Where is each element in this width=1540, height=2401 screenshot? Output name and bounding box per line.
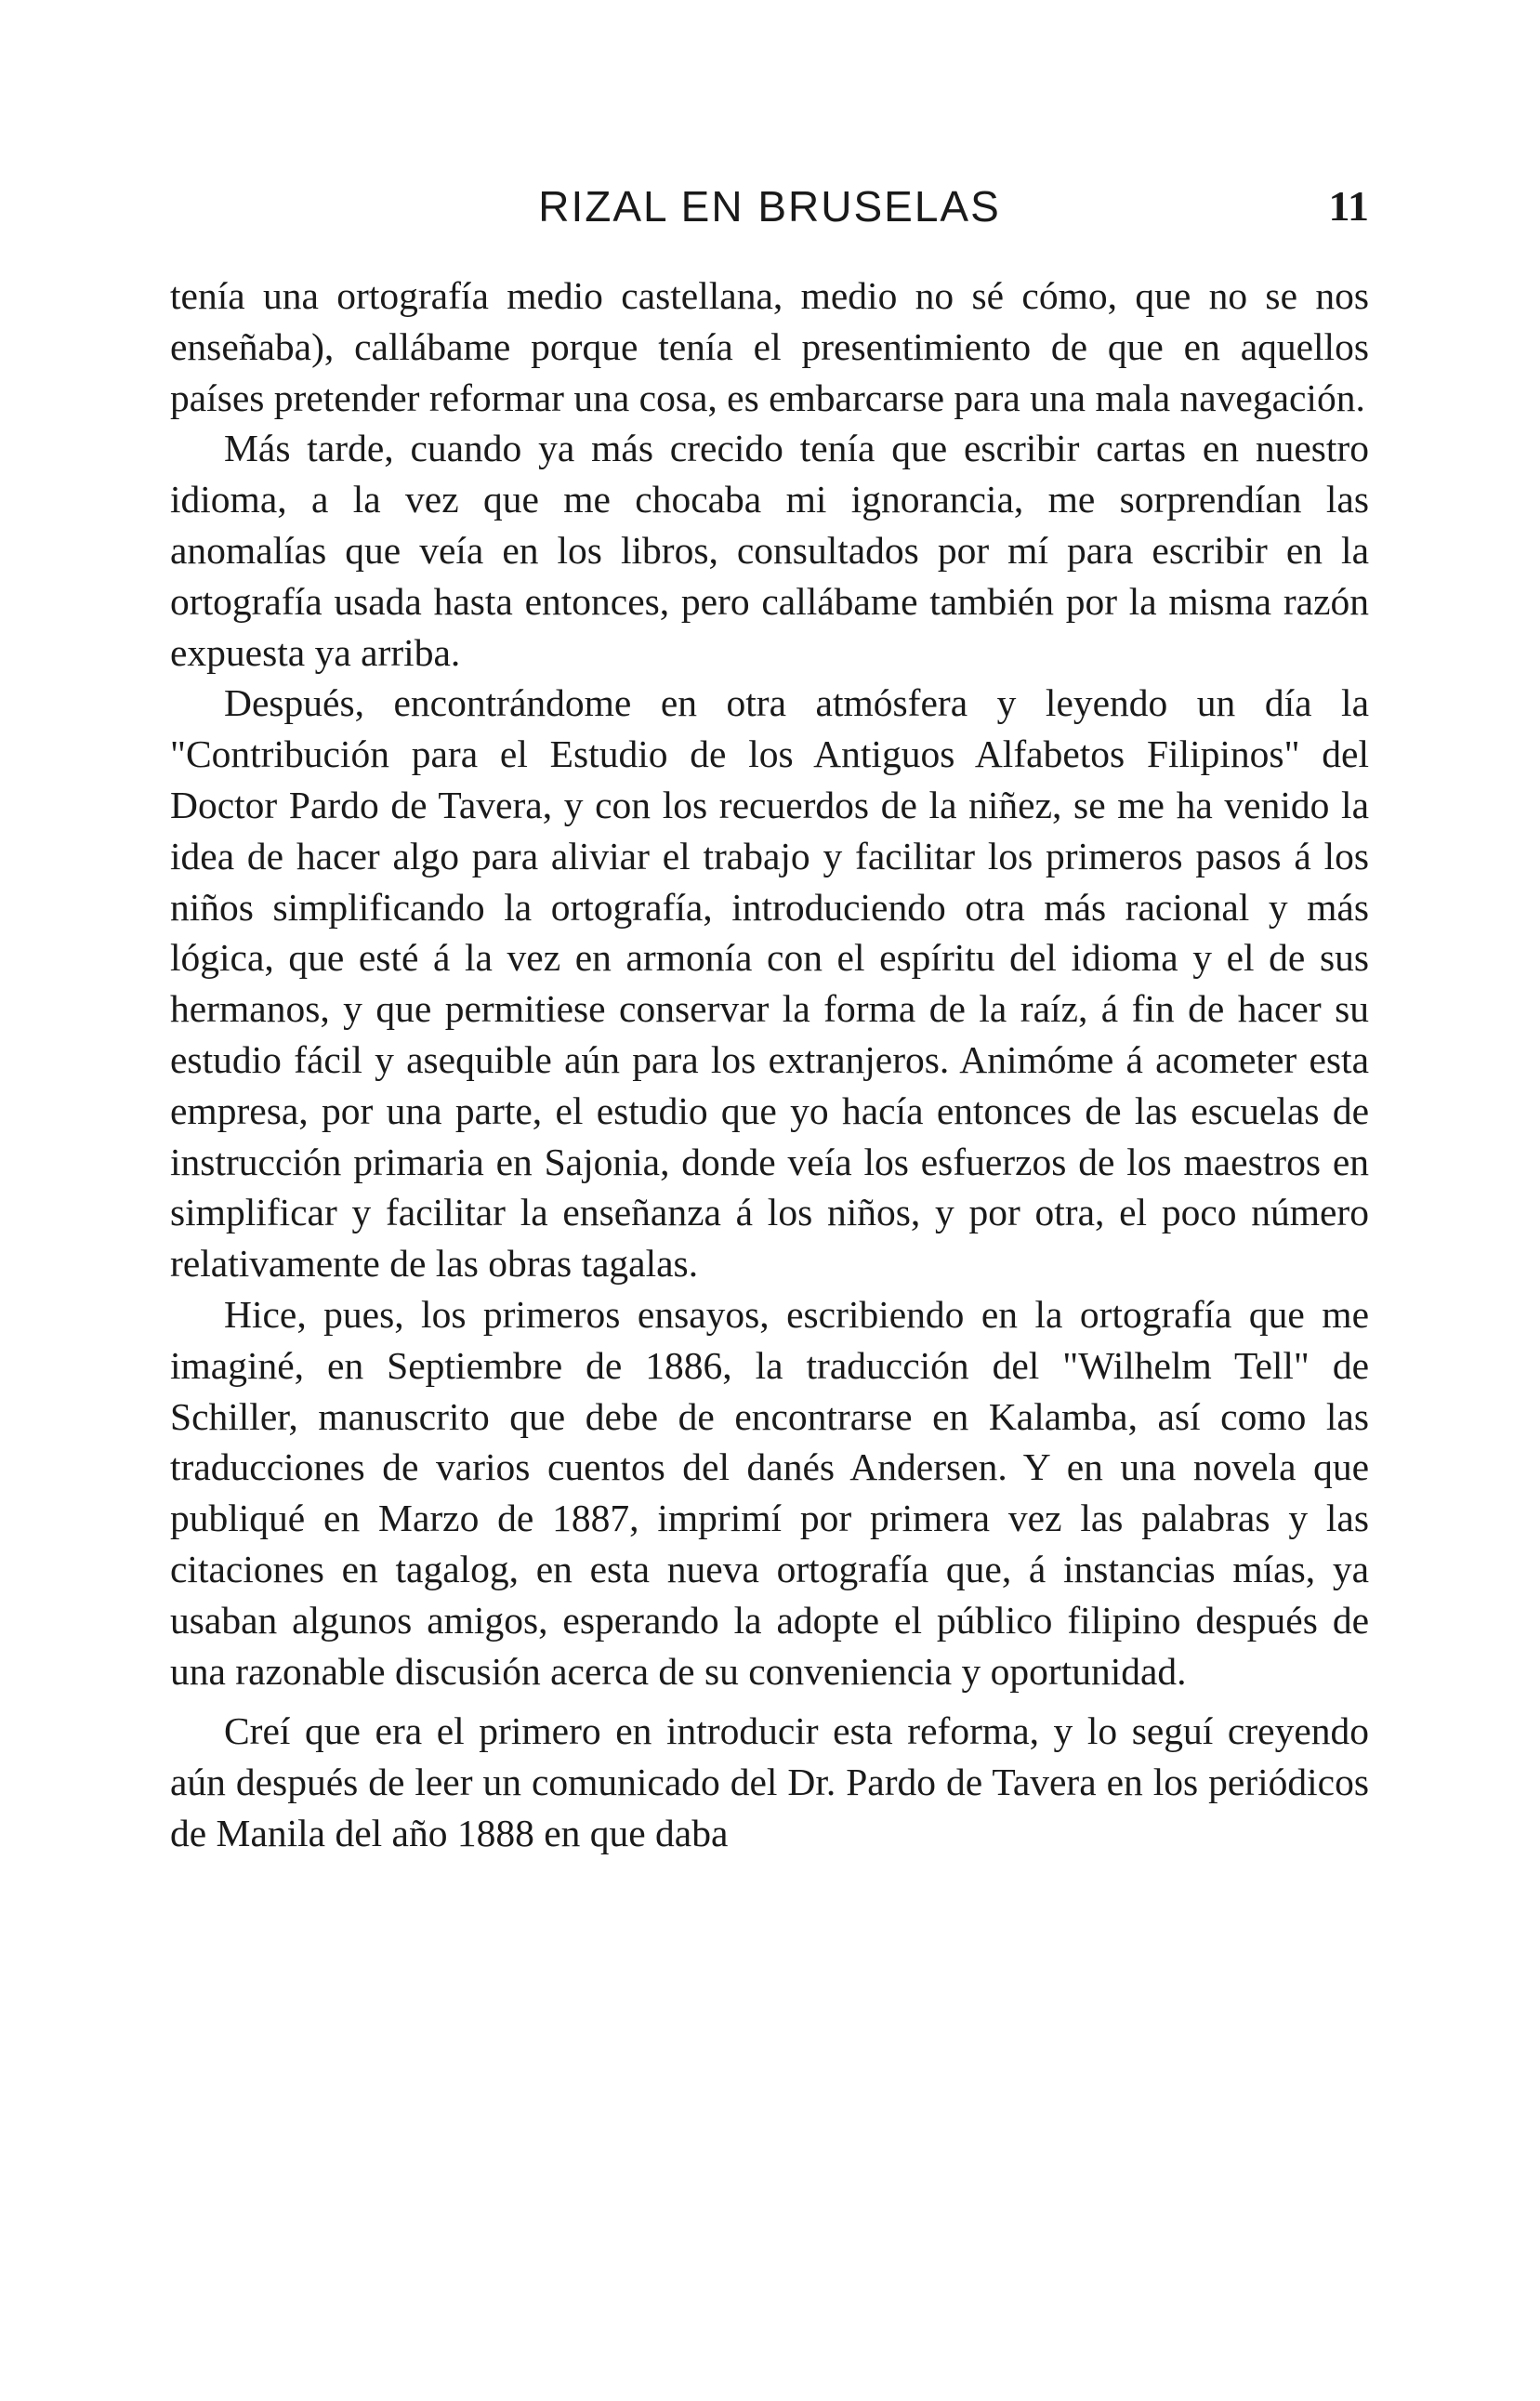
paragraph: Creí que era el primero en introducir esta reforma, y lo seguí creyendo aún después de leer un comunicado del Dr. Pardo de Tavera en los periódicos de Manila del año 1888 en que daba bbox=[170, 1709, 1369, 1854]
paragraph: Hice, pues, los primeros ensayos, escribiendo en la ortografía que me imaginé, en Septiembre de 1886, la traducción del "Wilhelm Tell" de Schiller, manuscrito que debe de encontrarse en Kalamba, así como las traducciones de varios cuentos del danés Andersen. Y en una novela que publiqué en Marzo de 1887, imprimí por primera vez las palabras y las citaciones en tagalog, en esta nueva ortografía que, á instancias mías, ya usaban algunos amigos, esperando la adopte el público filipino después de una razonable discusión acerca de su conveniencia y oportunidad. bbox=[170, 1292, 1369, 1693]
paragraph-continuation: tenía una ortografía medio castellana, medio no sé cómo, que no se nos enseñaba), callábame porque tenía el presentimiento de que en aquellos países pretender reformar una cosa, es embarcarse para una mala navegación. bbox=[170, 274, 1369, 419]
paragraph: Más tarde, cuando ya más crecido tenía que escribir cartas en nuestro idioma, a la vez que me chocaba mi ignorancia, me sorprendían las anomalías que veía en los libros, consultados por mí para escribir en la ortografía usada hasta entonces, pero callábame también por la misma razón expuesta ya arriba. bbox=[170, 427, 1369, 674]
book-page bbox=[170, 181, 1369, 1859]
body-text bbox=[170, 270, 1369, 1859]
paragraph: Después, encontrándome en otra atmósfera y leyendo un día la "Contribución para el Estudio de los Antiguos Alfabetos Filipinos" del Doctor Pardo de Tavera, y con los recuerdos de la niñez, se me ha venido la idea de hacer algo para aliviar el trabajo y facilitar los primeros pasos á los niños simplificando la ortografía, introduciendo otra más racional y más lógica, que esté á la vez en armonía con el espíritu del idioma y el de sus hermanos, y que permitiese conservar la forma de la raíz, á fin de hacer su estudio fácil y asequible aún para los extranjeros. Animóme á acometer esta empresa, por una parte, el estudio que yo hacía entonces de las escuelas de instrucción primaria en Sajonia, donde veía los esfuerzos de los maestros en simplificar y facilitar la enseñanza á los niños, y por otra, el poco número relativamente de las obras tagalas. bbox=[170, 681, 1369, 1286]
running-title: RIZAL EN BRUSELAS bbox=[538, 182, 1001, 231]
running-header bbox=[170, 181, 1369, 237]
page-number: 11 bbox=[1328, 182, 1369, 230]
